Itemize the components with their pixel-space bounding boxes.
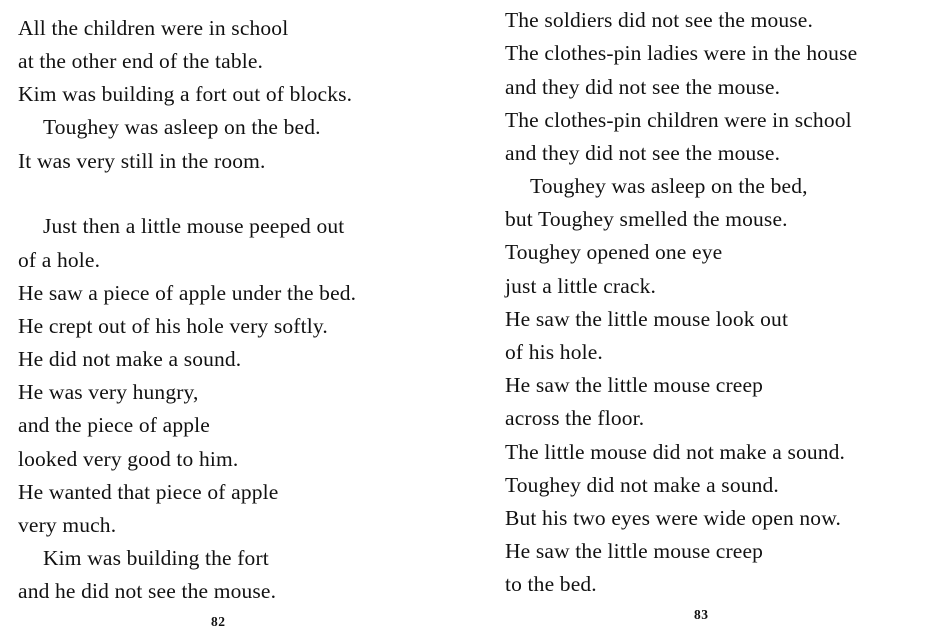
text-line: Just then a little mouse peeped out xyxy=(43,214,345,238)
text-line: He saw a piece of apple under the bed. xyxy=(18,281,357,305)
text-line: But his two eyes were wide open now. xyxy=(505,506,841,530)
text-line: He was very hungry, xyxy=(18,380,199,404)
text-line: and he did not see the mouse. xyxy=(18,579,277,603)
text-line: He saw the little mouse creep xyxy=(505,373,764,397)
text-line: He saw the little mouse creep xyxy=(505,539,764,563)
text-line: The little mouse did not make a sound. xyxy=(505,440,846,464)
text-line: and they did not see the mouse. xyxy=(505,75,781,99)
text-line: He wanted that piece of apple xyxy=(18,480,279,504)
text-line: The clothes-pin ladies were in the house xyxy=(505,41,858,65)
text-line: and the piece of apple xyxy=(18,413,210,437)
text-line: It was very still in the room. xyxy=(18,149,266,173)
text-line: at the other end of the table. xyxy=(18,49,264,73)
text-line: very much. xyxy=(18,513,117,537)
page-number: 82 xyxy=(211,614,226,629)
text-line: The soldiers did not see the mouse. xyxy=(505,8,813,32)
page-number: 83 xyxy=(694,607,709,622)
text-line: to the bed. xyxy=(505,572,597,596)
text-line: and they did not see the mouse. xyxy=(505,141,781,165)
text-line: Toughey was asleep on the bed, xyxy=(530,174,808,198)
text-line: He crept out of his hole very softly. xyxy=(18,314,328,338)
text-line: Toughey was asleep on the bed. xyxy=(43,115,321,139)
text-line: across the floor. xyxy=(505,406,645,430)
right-page xyxy=(463,0,927,632)
text-line: Toughey opened one eye xyxy=(505,240,723,264)
text-line: The clothes-pin children were in school xyxy=(505,108,852,132)
text-line: of a hole. xyxy=(18,248,101,272)
text-line: of his hole. xyxy=(505,340,603,364)
left-page xyxy=(0,0,463,632)
text-line: He did not make a sound. xyxy=(18,347,242,371)
text-line: Kim was building a fort out of blocks. xyxy=(18,82,353,106)
text-line: but Toughey smelled the mouse. xyxy=(505,207,788,231)
text-line: All the children were in school xyxy=(18,16,289,40)
text-line: Kim was building the fort xyxy=(43,546,269,570)
text-line: Toughey did not make a sound. xyxy=(505,473,779,497)
text-line: He saw the little mouse look out xyxy=(505,307,789,331)
text-line: just a little crack. xyxy=(505,274,657,298)
text-line: looked very good to him. xyxy=(18,447,239,471)
